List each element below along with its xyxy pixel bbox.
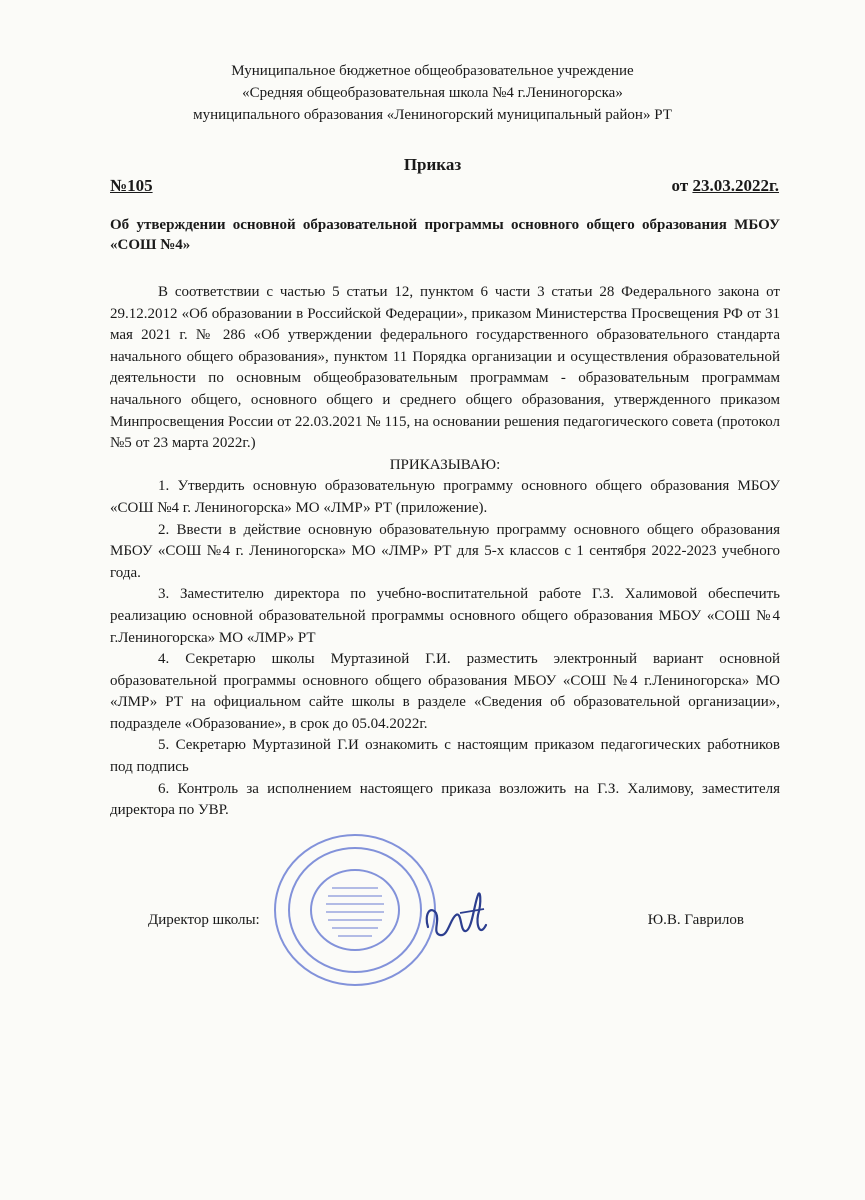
order-item: 1. Утвердить основную образовательную программу основного общего образования МБОУ «СОШ №4 г. Лениногорска» МО «ЛМР» РТ (приложение).: [110, 478, 780, 516]
order-item: 3. Заместителю директора по учебно-воспитательной работе Г.З. Халимовой обеспечить реализацию основной образовательной программы основного общего образования МБОУ «СОШ №4 г.Лениногорска» МО «ЛМР» РТ: [110, 586, 780, 646]
order-title: Приказ: [403, 155, 462, 174]
signature-title: Директор школы:: [148, 912, 260, 928]
order-item: 4. Секретарю школы Муртазиной Г.И. разместить электронный вариант основной образовательной программы основного общего образования МБОУ «СОШ №4 г.Лениногорска» МО «ЛМР» РТ на официальном сайте школы в разделе «Сведения об образовательной организации», подразделе «Образование», в срок до 05.04.2022г.: [110, 651, 780, 732]
order-item: 6. Контроль за исполнением настоящего приказа возложить на Г.З. Халимову, заместителя директора по УВР.: [110, 780, 780, 819]
signature-name: Ю.В. Гаврилов: [647, 912, 744, 928]
header-line-1: Муниципальное бюджетное общеобразовательное учреждение: [231, 63, 634, 79]
header-line-3: муниципального образования «Лениногорский муниципальный район» РТ: [193, 107, 672, 123]
header-line-2: «Средняя общеобразовательная школа №4 г.Лениногорска»: [242, 85, 623, 101]
order-item: 2. Ввести в действие основную образовательную программу основного общего образования МБОУ «СОШ №4 г. Лениногорска» МО «ЛМР» РТ для 5-х классов с 1 сентября 2022-2023 учебного года.: [110, 521, 780, 581]
order-number: №105: [110, 176, 153, 195]
order-subject: Об утверждении основной образовательной программы основного общего образования МБОУ «СОШ №4»: [110, 217, 780, 253]
order-word: ПРИКАЗЫВАЮ:: [389, 456, 501, 473]
institution-header: [0, 60, 865, 126]
order-date: [672, 176, 779, 196]
handwritten-signature: [420, 875, 500, 955]
order-item: 5. Секретарю Муртазиной Г.И ознакомить с настоящим приказом педагогических работников под подпись: [110, 737, 780, 776]
intro-paragraph: В соответствии с частью 5 статьи 12, пунктом 6 части 3 статьи 28 Федерального закона от 29.12.2012 «Об образовании в Российской Федерации», приказом Министерства Просвещения РФ от 31 мая 2021 г. № 286 «Об утверждении федерального государственного образовательного стандарта начального общего образования», пунктом 11 Порядка организации и осуществления образовательной деятельности по основным общеобразовательным программам - образовательным программам начального общего, основного общего и среднего общего образования, утвержденного приказом Минпросвещения России от 22.03.2021 № 115, на основании решения педагогического совета (протокол №5 от 23 марта 2022г.): [110, 284, 780, 452]
date-value: 23.03.2022г.: [692, 176, 779, 195]
date-prefix: от: [671, 176, 693, 195]
order-body: [110, 282, 780, 822]
official-stamp: [270, 830, 440, 990]
